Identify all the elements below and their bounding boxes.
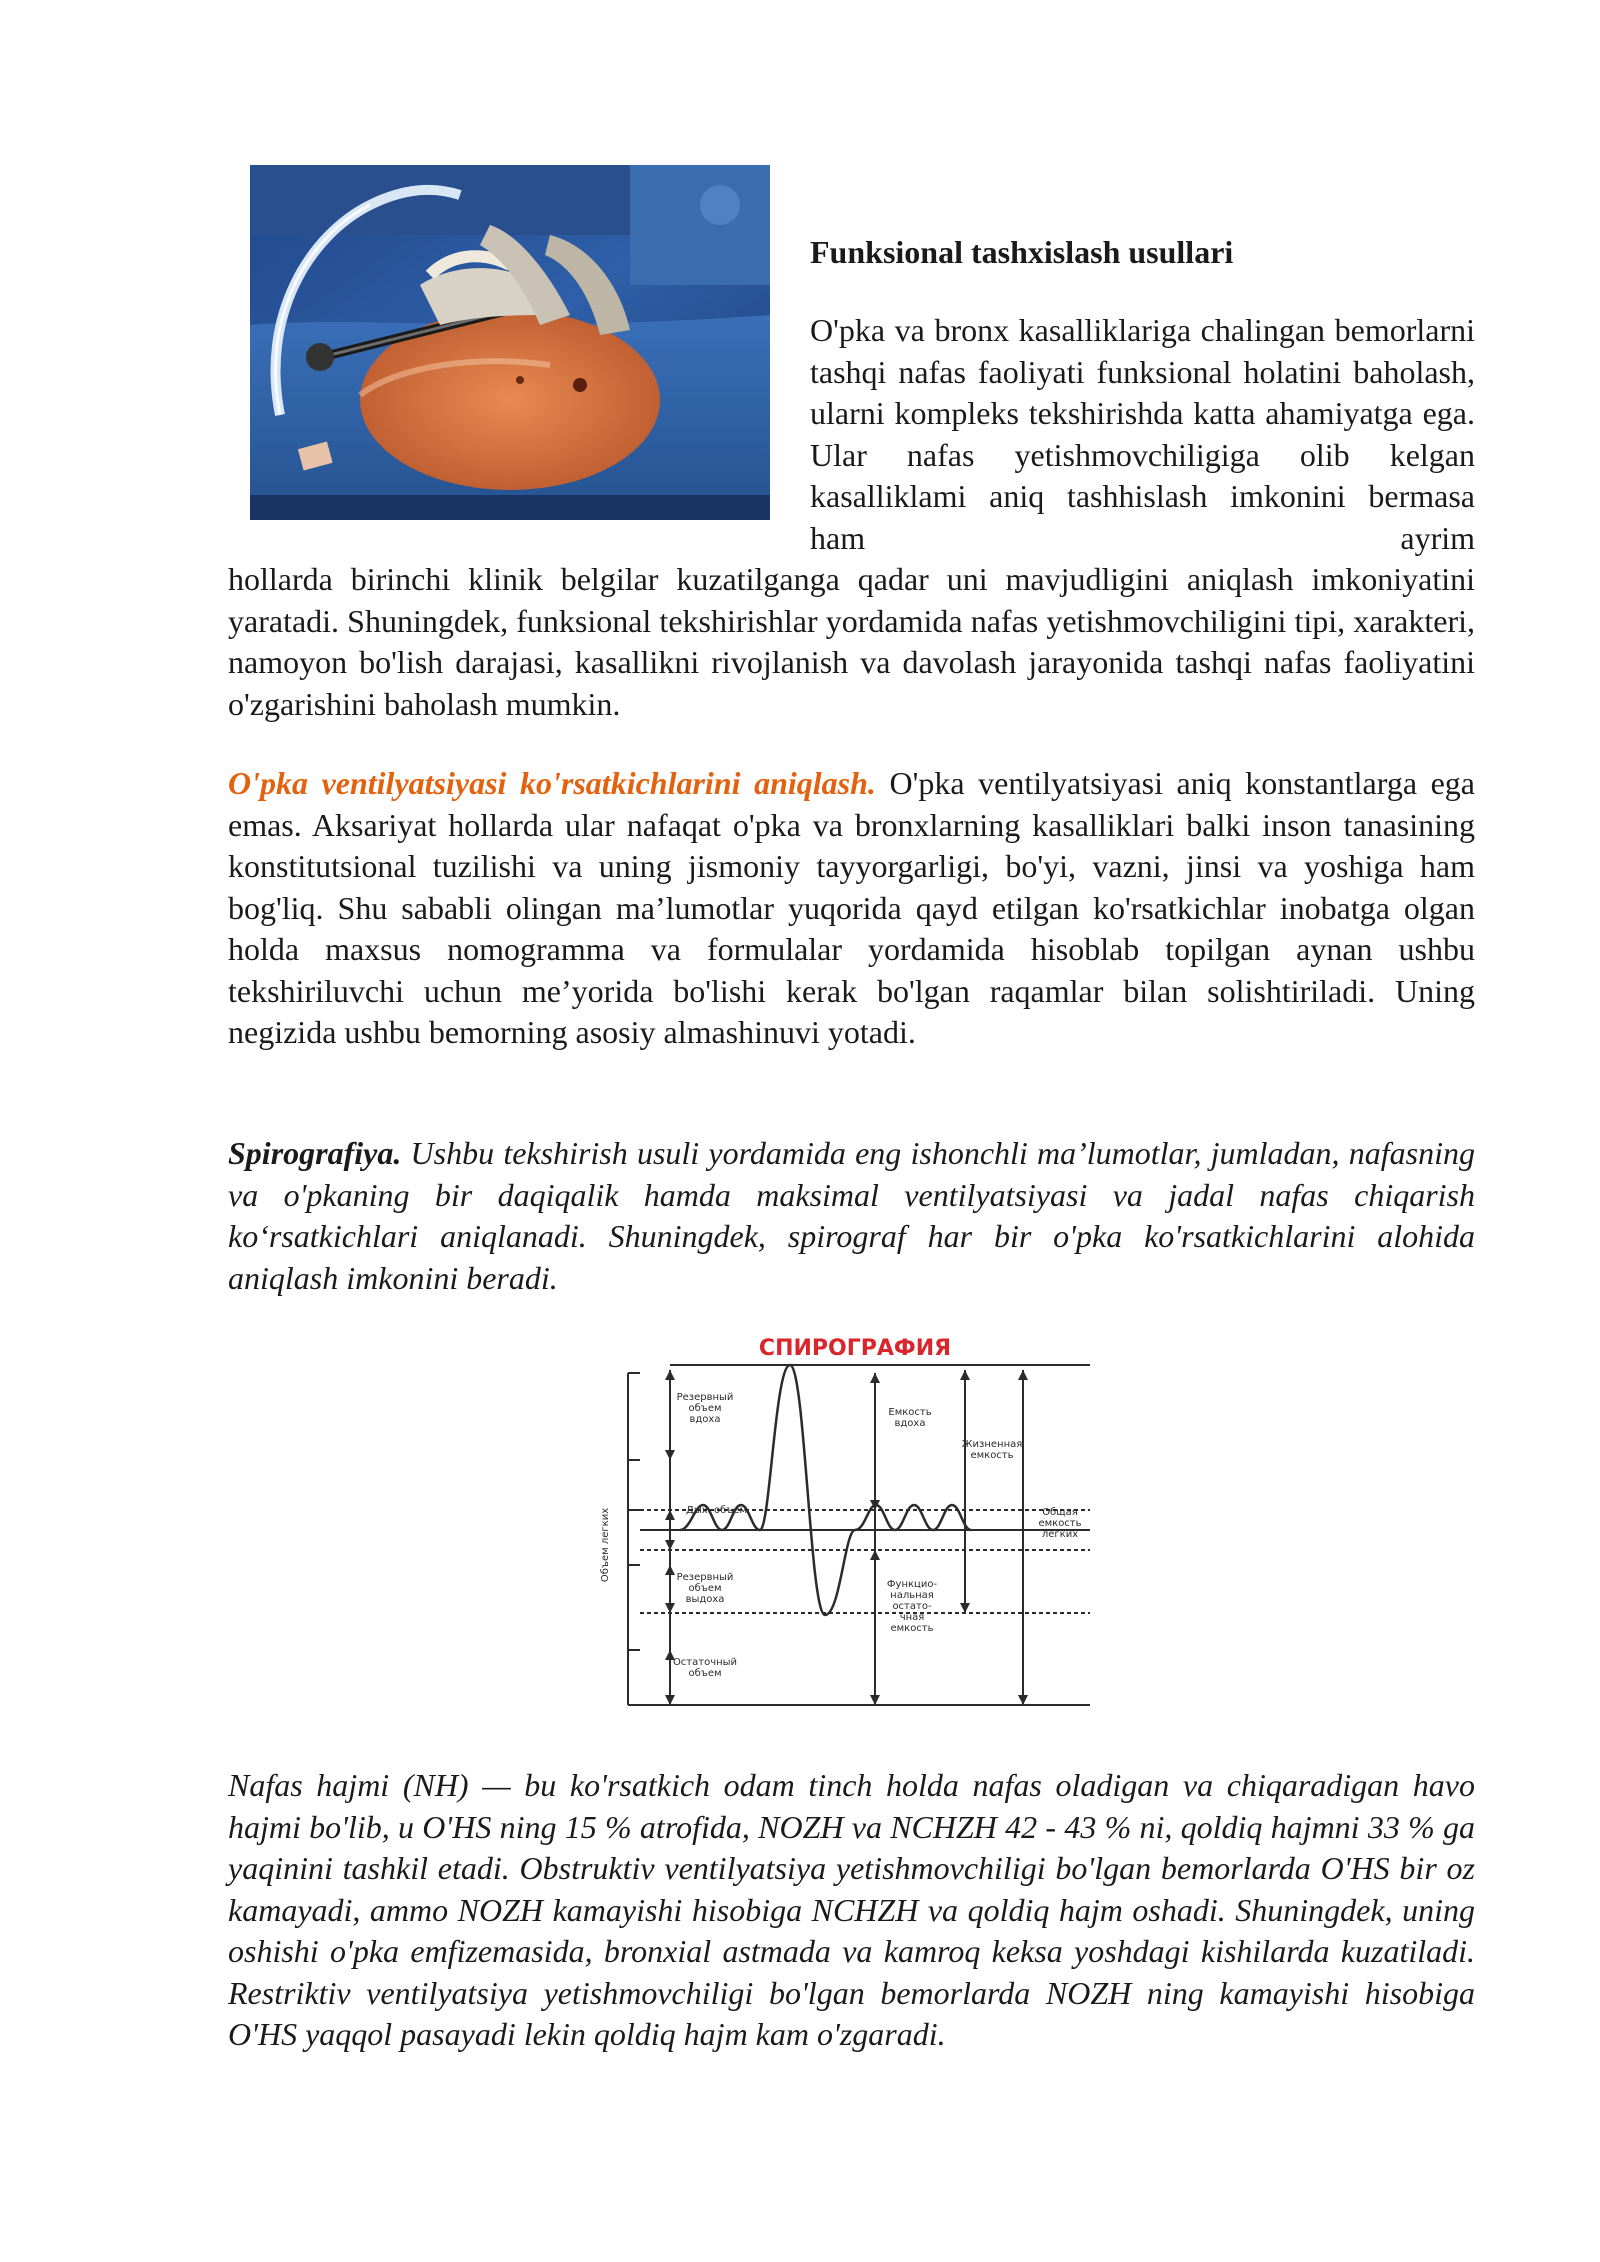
ventilation-paragraph: [228, 763, 1475, 1054]
section-heading: Funksional tashxislash usullari: [810, 234, 1234, 270]
svg-text:Общаяемкостьлегких: Общая емкость легких: [1038, 1507, 1082, 1540]
svg-text:Дых. объем: Дых. объем: [686, 1505, 748, 1516]
spirography-diagram: [590, 1325, 1110, 1725]
ventilation-paragraph-text: O'pka ventilyatsiyasi aniq konstantlarga ega emas. Aksariyat hollarda ular nafaqat o'pka va bronxlarning kasalliklari balki inson tanasining konstitutsional tuzilishi va uning jismoniy tayyorgarligi, bo'yi, vazni, jinsi va yoshiga ham bog'liq. Shu sababli olingan ma’lumotlar yuqorida qayd etilgan ko'rsatkichlar inobatga olgan holda maxsus nomogramma va formulalar yordamida hisoblab topilgan aynan ushbu tekshiriluvchi uchun me’yorida bo'lishi kerak bo'lgan raqamlar bilan solishtiriladi. Uning negizida ushbu bemorning asosiy almashinuvi yotadi.: [228, 765, 1476, 1050]
svg-text:Функцио-нальнаяостато-чнаяемко: Функцио-нальная остато-чная емкость: [886, 1579, 938, 1634]
ventilation-paragraph-lead: O'pka ventilyatsiyasi ko'rsatkichlarini aniqlash.: [228, 765, 876, 801]
svg-text:Остаточныйобъем: Остаточный объем: [672, 1657, 738, 1679]
svg-text:Емкостьвдоха: Емкость вдоха: [888, 1407, 932, 1429]
svg-text:Резервныйобъемвыдоха: Резервный объем выдоха: [676, 1572, 734, 1605]
procedure-photo: [250, 165, 770, 520]
intro-paragraph-full: hollarda birinchi klinik belgilar kuzatilganga qadar uni mavjudligini aniqlash imkoniyatini yaratadi. Shuningdek, funksional tekshirishlar yordamida nafas yetishmovchiligini tipi, xarakteri, namoyon bo'lish darajasi, kasallikni rivojlanish va davolash jarayonida tashqi nafas faoliyatini o'zgarishini baholash mumkin.: [228, 561, 1475, 722]
spirography-paragraph-lead: Spirografiya.: [228, 1135, 402, 1171]
spirography-paragraph: [228, 1133, 1475, 1299]
intro-paragraph-column: O'pka va bronx kasalliklariga chalingan bemorlarni tashqi nafas faoliyati funksional holatini baholash, ularni kompleks tekshirishda katta ahamiyatga ega. Ular nafas yetishmovchiligiga olib kelgan kasalliklami aniq tashhislash imkonini bermasa ham ayrim: [810, 312, 1475, 556]
y-axis-label: Объем легких: [600, 1507, 611, 1583]
spirography-paragraph-text: Ushbu tekshirish usuli yordamida eng ishonchli ma’lumotlar, jumladan, nafasning va o'pkaning bir daqiqalik hamda maksimal ventilyatsiyasi va jadal nafas chiqarish ko‘rsatkichlari aniqlanadi. Shuningdek, spirograf har bir o'pka ko'rsatkichlarini alohida aniqlash imkonini beradi.: [228, 1135, 1475, 1296]
diagram-title: СПИРОГРАФИЯ: [758, 1336, 952, 1361]
tidal-volume-paragraph: Nafas hajmi (NH) — bu ko'rsatkich odam tinch holda nafas oladigan va chiqaradigan havo hajmi bo'lib, u O'HS ning 15 % atrofida, NOZH va NCHZH 42 - 43 % ni, qoldiq hajmni 33 % ga yaqinini tashkil etadi. Obstruktiv ventilyatsiya yetishmovchiligi bo'lgan bemorlarda O'HS bir oz kamayadi, ammo NOZH kamayishi hisobiga NCHZH va qoldiq hajm oshadi. Shuningdek, uning oshishi o'pka emfizemasida, bronxial astmada va kamroq keksa yoshdagi kishilarda kuzatiladi. Restriktiv ventilyatsiya yetishmovchiligi bo'lgan bemorlarda NOZH ning kamayishi hisobiga O'HS yaqqol pasayadi lekin qoldiq hajm kam o'zgaradi.: [228, 1767, 1475, 2052]
svg-text:Жизненнаяемкость: Жизненная емкость: [961, 1439, 1023, 1461]
svg-text:Резервныйобъемвдоха: Резервный объем вдоха: [676, 1392, 734, 1425]
